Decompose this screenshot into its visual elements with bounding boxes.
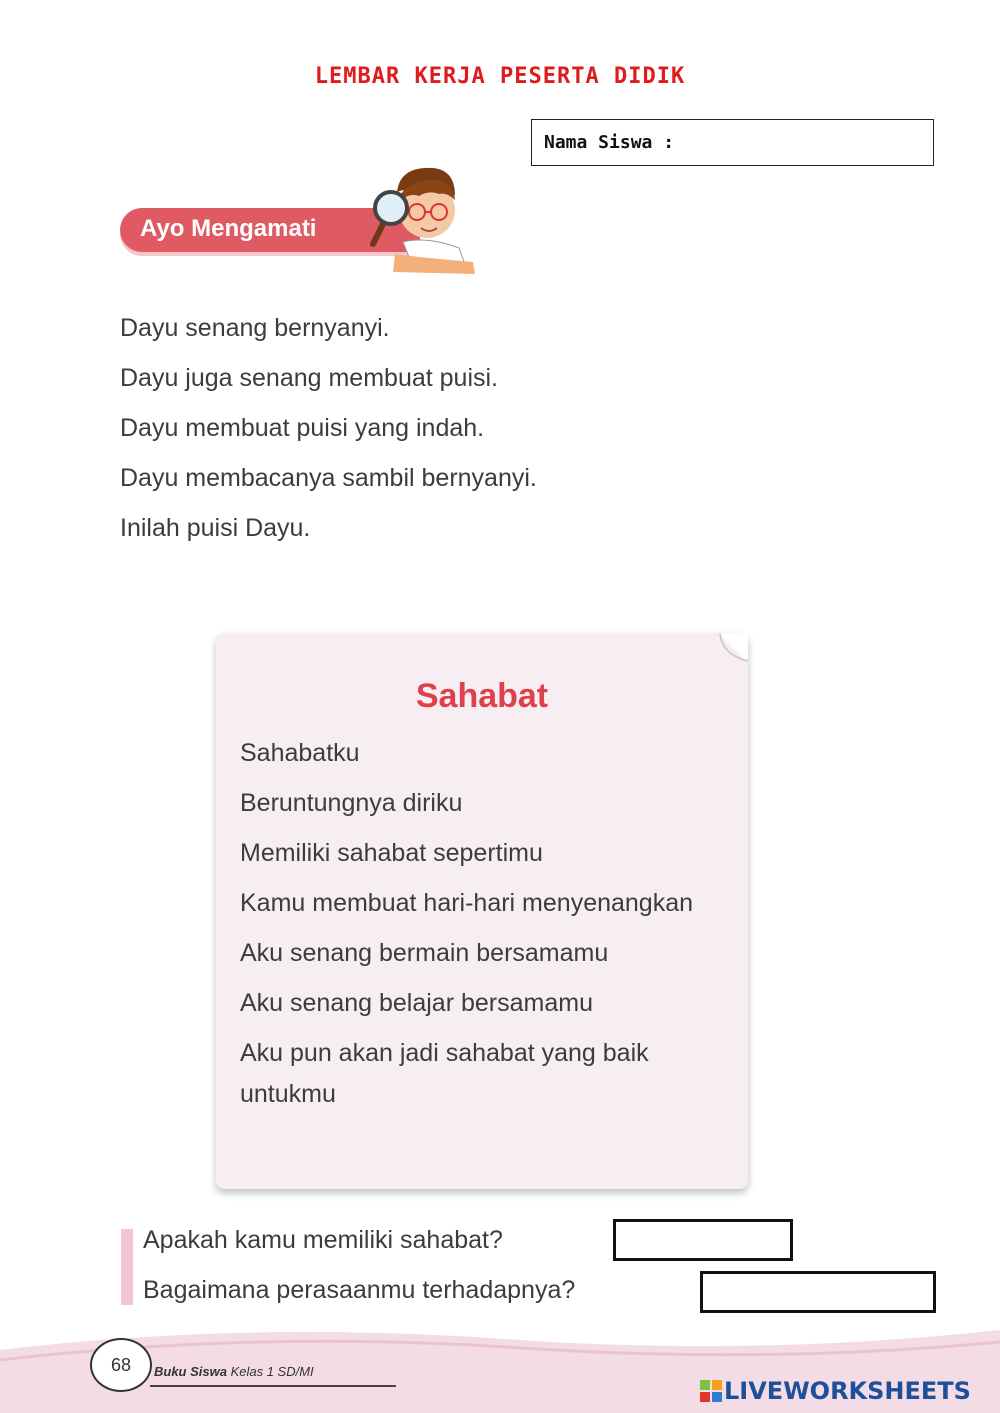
- folded-corner-icon: [718, 633, 748, 663]
- worksheet-title: LEMBAR KERJA PESERTA DIDIK: [314, 64, 686, 89]
- poem-line: Sahabatku: [240, 739, 360, 767]
- poem-line: Aku pun akan jadi sahabat yang baik untukmu: [240, 1039, 649, 1108]
- intro-text: [120, 303, 820, 553]
- liveworksheets-icon: [700, 1380, 722, 1402]
- student-name-label: Nama Siswa :: [544, 132, 675, 153]
- student-name-box: [531, 119, 934, 166]
- boy-with-magnifier-illustration: [355, 162, 485, 287]
- liveworksheets-logo: [700, 1377, 971, 1405]
- banner-label: Ayo Mengamati: [140, 215, 317, 242]
- footer-divider: [150, 1385, 396, 1387]
- intro-line: Inilah puisi Dayu.: [120, 514, 311, 542]
- poem-line: Beruntungnya diriku: [240, 789, 463, 817]
- student-name-input[interactable]: [712, 128, 926, 158]
- poem-lines: [240, 733, 730, 1124]
- poem-card: [216, 633, 748, 1189]
- poem-title: Sahabat: [415, 677, 549, 715]
- question-2: Bagaimana perasaanmu terhadapnya?: [143, 1276, 576, 1304]
- page-number: 68: [90, 1338, 152, 1392]
- poem-line: Kamu membuat hari-hari menyenangkan: [240, 889, 694, 917]
- intro-line: Dayu membuat puisi yang indah.: [120, 414, 485, 442]
- book-label: [154, 1364, 314, 1379]
- poem-line: Aku senang bermain bersamamu: [240, 939, 609, 967]
- poem-line: Aku senang belajar bersamamu: [240, 989, 593, 1017]
- poem-line: Memiliki sahabat sepertimu: [240, 839, 543, 867]
- answer-input-2[interactable]: [700, 1271, 936, 1313]
- question-accent-bar: [121, 1229, 133, 1305]
- book-label-bold: Buku Siswa: [154, 1364, 227, 1379]
- book-label-rest: Kelas 1 SD/MI: [226, 1364, 314, 1379]
- question-1: Apakah kamu memiliki sahabat?: [143, 1226, 503, 1254]
- answer-input-1[interactable]: [613, 1219, 793, 1261]
- intro-line: Dayu senang bernyanyi.: [120, 314, 390, 342]
- intro-line: Dayu membacanya sambil bernyanyi.: [120, 464, 537, 492]
- brand-name: LIVEWORKSHEETS: [724, 1377, 971, 1405]
- intro-line: Dayu juga senang membuat puisi.: [120, 364, 499, 392]
